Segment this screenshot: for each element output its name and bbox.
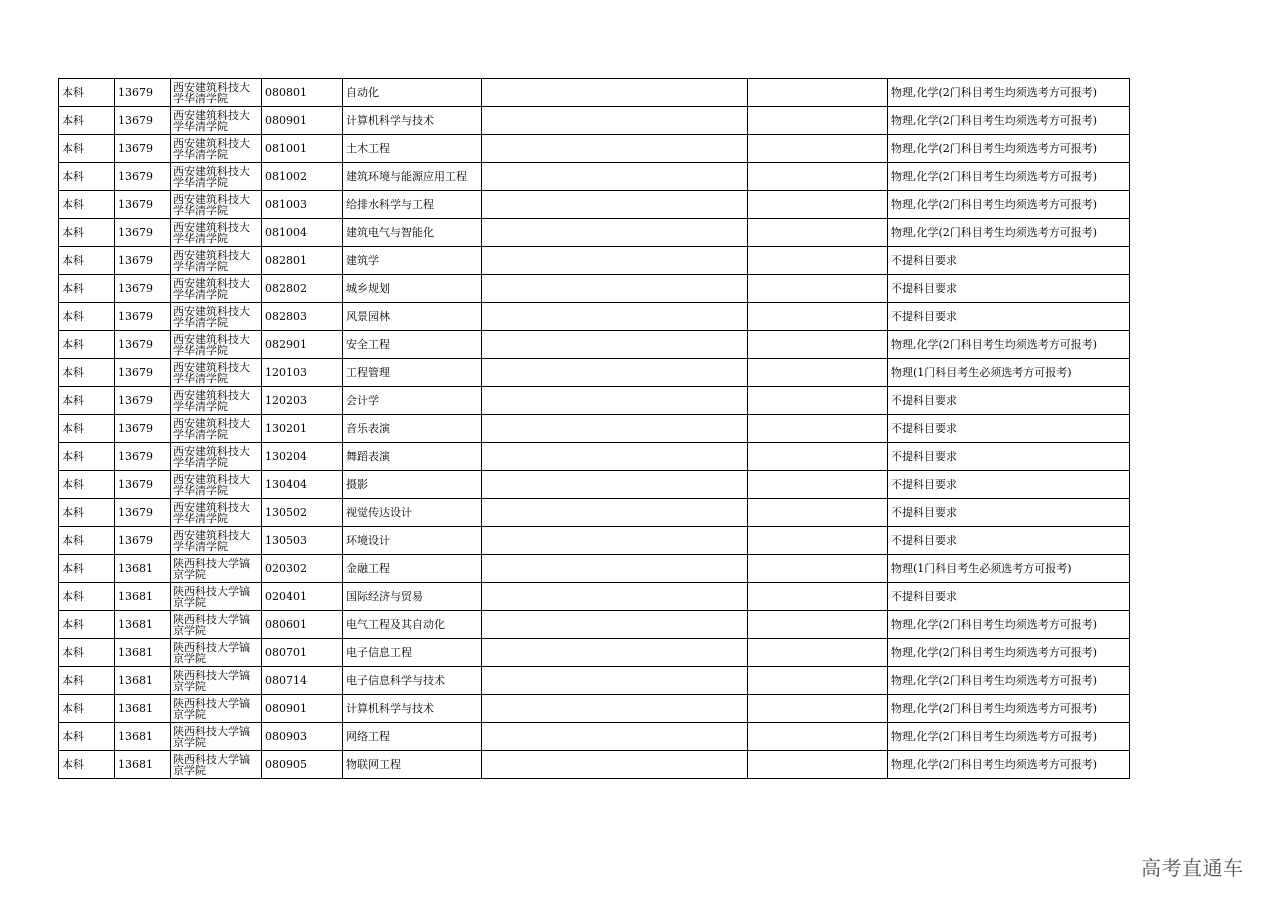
major-name-cell: 建筑电气与智能化 bbox=[343, 219, 482, 247]
level-cell: 本科 bbox=[59, 751, 115, 779]
table-row bbox=[59, 415, 1130, 443]
school-name-cell: 西安建筑科技大学华清学院 bbox=[171, 387, 262, 415]
major-name-cell: 工程管理 bbox=[343, 359, 482, 387]
school-code-cell: 13679 bbox=[115, 303, 171, 331]
subject-requirement-cell: 物理(1门科目考生必须选考方可报考) bbox=[888, 359, 1130, 387]
empty-cell-6 bbox=[482, 107, 748, 135]
table-row bbox=[59, 359, 1130, 387]
level-cell: 本科 bbox=[59, 359, 115, 387]
level-cell: 本科 bbox=[59, 471, 115, 499]
level-cell: 本科 bbox=[59, 415, 115, 443]
major-name-cell: 环境设计 bbox=[343, 527, 482, 555]
school-code-cell: 13679 bbox=[115, 387, 171, 415]
empty-cell-7 bbox=[748, 331, 888, 359]
table-row bbox=[59, 695, 1130, 723]
school-name-cell: 陕西科技大学镐京学院 bbox=[171, 695, 262, 723]
major-code-cell: 080601 bbox=[262, 611, 343, 639]
empty-cell-7 bbox=[748, 499, 888, 527]
school-code-cell: 13679 bbox=[115, 471, 171, 499]
subject-requirement-cell: 物理,化学(2门科目考生均须选考方可报考) bbox=[888, 191, 1130, 219]
major-code-cell: 130502 bbox=[262, 499, 343, 527]
major-name-cell: 自动化 bbox=[343, 79, 482, 107]
major-name-cell: 建筑环境与能源应用工程 bbox=[343, 163, 482, 191]
school-name-cell: 西安建筑科技大学华清学院 bbox=[171, 359, 262, 387]
major-code-cell: 081003 bbox=[262, 191, 343, 219]
major-name-cell: 电气工程及其自动化 bbox=[343, 611, 482, 639]
empty-cell-7 bbox=[748, 163, 888, 191]
table-body bbox=[59, 79, 1130, 779]
table-row bbox=[59, 583, 1130, 611]
school-name-cell: 西安建筑科技大学华清学院 bbox=[171, 135, 262, 163]
subject-requirement-cell: 不提科目要求 bbox=[888, 583, 1130, 611]
empty-cell-7 bbox=[748, 107, 888, 135]
empty-cell-7 bbox=[748, 639, 888, 667]
major-code-cell: 130201 bbox=[262, 415, 343, 443]
empty-cell-6 bbox=[482, 247, 748, 275]
school-name-cell: 陕西科技大学镐京学院 bbox=[171, 751, 262, 779]
school-code-cell: 13679 bbox=[115, 275, 171, 303]
level-cell: 本科 bbox=[59, 499, 115, 527]
empty-cell-6 bbox=[482, 471, 748, 499]
subject-requirement-cell: 物理,化学(2门科目考生均须选考方可报考) bbox=[888, 639, 1130, 667]
table-row bbox=[59, 499, 1130, 527]
empty-cell-7 bbox=[748, 247, 888, 275]
school-code-cell: 13679 bbox=[115, 527, 171, 555]
major-code-cell: 080901 bbox=[262, 107, 343, 135]
table-row bbox=[59, 107, 1130, 135]
empty-cell-6 bbox=[482, 527, 748, 555]
subject-requirement-cell: 物理,化学(2门科目考生均须选考方可报考) bbox=[888, 751, 1130, 779]
empty-cell-6 bbox=[482, 359, 748, 387]
major-code-cell: 020401 bbox=[262, 583, 343, 611]
table-row bbox=[59, 751, 1130, 779]
table-row bbox=[59, 163, 1130, 191]
school-name-cell: 陕西科技大学镐京学院 bbox=[171, 583, 262, 611]
school-code-cell: 13679 bbox=[115, 191, 171, 219]
school-name-cell: 陕西科技大学镐京学院 bbox=[171, 639, 262, 667]
level-cell: 本科 bbox=[59, 639, 115, 667]
empty-cell-7 bbox=[748, 275, 888, 303]
empty-cell-6 bbox=[482, 415, 748, 443]
table-row bbox=[59, 611, 1130, 639]
school-name-cell: 西安建筑科技大学华清学院 bbox=[171, 415, 262, 443]
school-code-cell: 13681 bbox=[115, 751, 171, 779]
major-name-cell: 音乐表演 bbox=[343, 415, 482, 443]
school-name-cell: 西安建筑科技大学华清学院 bbox=[171, 527, 262, 555]
major-name-cell: 摄影 bbox=[343, 471, 482, 499]
school-name-cell: 西安建筑科技大学华清学院 bbox=[171, 247, 262, 275]
empty-cell-6 bbox=[482, 611, 748, 639]
empty-cell-7 bbox=[748, 191, 888, 219]
subject-requirement-cell: 物理,化学(2门科目考生均须选考方可报考) bbox=[888, 107, 1130, 135]
school-code-cell: 13681 bbox=[115, 583, 171, 611]
subject-requirement-cell: 不提科目要求 bbox=[888, 471, 1130, 499]
level-cell: 本科 bbox=[59, 79, 115, 107]
level-cell: 本科 bbox=[59, 247, 115, 275]
table-row bbox=[59, 527, 1130, 555]
table-row bbox=[59, 135, 1130, 163]
level-cell: 本科 bbox=[59, 303, 115, 331]
school-name-cell: 西安建筑科技大学华清学院 bbox=[171, 191, 262, 219]
subject-requirement-cell: 物理(1门科目考生必须选考方可报考) bbox=[888, 555, 1130, 583]
school-name-cell: 西安建筑科技大学华清学院 bbox=[171, 219, 262, 247]
school-code-cell: 13681 bbox=[115, 723, 171, 751]
empty-cell-6 bbox=[482, 331, 748, 359]
subject-requirement-cell: 不提科目要求 bbox=[888, 527, 1130, 555]
subject-requirement-cell: 物理,化学(2门科目考生均须选考方可报考) bbox=[888, 331, 1130, 359]
school-name-cell: 西安建筑科技大学华清学院 bbox=[171, 443, 262, 471]
empty-cell-7 bbox=[748, 415, 888, 443]
empty-cell-7 bbox=[748, 387, 888, 415]
school-code-cell: 13681 bbox=[115, 695, 171, 723]
level-cell: 本科 bbox=[59, 443, 115, 471]
major-name-cell: 风景园林 bbox=[343, 303, 482, 331]
table-row bbox=[59, 555, 1130, 583]
subject-requirement-cell: 物理,化学(2门科目考生均须选考方可报考) bbox=[888, 219, 1130, 247]
school-name-cell: 陕西科技大学镐京学院 bbox=[171, 611, 262, 639]
level-cell: 本科 bbox=[59, 275, 115, 303]
school-code-cell: 13679 bbox=[115, 107, 171, 135]
empty-cell-7 bbox=[748, 219, 888, 247]
major-name-cell: 城乡规划 bbox=[343, 275, 482, 303]
empty-cell-7 bbox=[748, 135, 888, 163]
table-row bbox=[59, 303, 1130, 331]
major-code-cell: 080903 bbox=[262, 723, 343, 751]
major-name-cell: 土木工程 bbox=[343, 135, 482, 163]
school-code-cell: 13679 bbox=[115, 443, 171, 471]
school-name-cell: 西安建筑科技大学华清学院 bbox=[171, 499, 262, 527]
major-code-cell: 020302 bbox=[262, 555, 343, 583]
major-code-cell: 080905 bbox=[262, 751, 343, 779]
empty-cell-7 bbox=[748, 527, 888, 555]
major-code-cell: 120203 bbox=[262, 387, 343, 415]
empty-cell-7 bbox=[748, 611, 888, 639]
major-code-cell: 081004 bbox=[262, 219, 343, 247]
empty-cell-6 bbox=[482, 723, 748, 751]
empty-cell-6 bbox=[482, 275, 748, 303]
school-name-cell: 陕西科技大学镐京学院 bbox=[171, 667, 262, 695]
major-name-cell: 视觉传达设计 bbox=[343, 499, 482, 527]
empty-cell-6 bbox=[482, 191, 748, 219]
school-code-cell: 13681 bbox=[115, 667, 171, 695]
major-code-cell: 082802 bbox=[262, 275, 343, 303]
major-name-cell: 安全工程 bbox=[343, 331, 482, 359]
major-code-cell: 130404 bbox=[262, 471, 343, 499]
level-cell: 本科 bbox=[59, 555, 115, 583]
subject-requirement-cell: 物理,化学(2门科目考生均须选考方可报考) bbox=[888, 611, 1130, 639]
table-row bbox=[59, 191, 1130, 219]
major-name-cell: 舞蹈表演 bbox=[343, 443, 482, 471]
major-name-cell: 给排水科学与工程 bbox=[343, 191, 482, 219]
table-row bbox=[59, 443, 1130, 471]
table-row bbox=[59, 219, 1130, 247]
school-code-cell: 13679 bbox=[115, 331, 171, 359]
major-name-cell: 物联网工程 bbox=[343, 751, 482, 779]
major-name-cell: 网络工程 bbox=[343, 723, 482, 751]
empty-cell-7 bbox=[748, 443, 888, 471]
school-code-cell: 13679 bbox=[115, 219, 171, 247]
school-code-cell: 13681 bbox=[115, 555, 171, 583]
school-name-cell: 西安建筑科技大学华清学院 bbox=[171, 471, 262, 499]
major-code-cell: 082801 bbox=[262, 247, 343, 275]
subject-requirement-cell: 不提科目要求 bbox=[888, 303, 1130, 331]
level-cell: 本科 bbox=[59, 331, 115, 359]
school-code-cell: 13679 bbox=[115, 499, 171, 527]
level-cell: 本科 bbox=[59, 387, 115, 415]
table-row bbox=[59, 387, 1130, 415]
school-name-cell: 西安建筑科技大学华清学院 bbox=[171, 79, 262, 107]
subject-requirement-cell: 物理,化学(2门科目考生均须选考方可报考) bbox=[888, 135, 1130, 163]
school-code-cell: 13681 bbox=[115, 611, 171, 639]
empty-cell-7 bbox=[748, 79, 888, 107]
subject-requirement-cell: 不提科目要求 bbox=[888, 275, 1130, 303]
level-cell: 本科 bbox=[59, 163, 115, 191]
major-code-cell: 082901 bbox=[262, 331, 343, 359]
major-code-cell: 120103 bbox=[262, 359, 343, 387]
empty-cell-7 bbox=[748, 555, 888, 583]
level-cell: 本科 bbox=[59, 583, 115, 611]
empty-cell-7 bbox=[748, 695, 888, 723]
major-name-cell: 国际经济与贸易 bbox=[343, 583, 482, 611]
major-requirements-table bbox=[58, 78, 1130, 779]
empty-cell-6 bbox=[482, 751, 748, 779]
subject-requirement-cell: 物理,化学(2门科目考生均须选考方可报考) bbox=[888, 723, 1130, 751]
empty-cell-6 bbox=[482, 695, 748, 723]
empty-cell-6 bbox=[482, 443, 748, 471]
level-cell: 本科 bbox=[59, 667, 115, 695]
major-name-cell: 计算机科学与技术 bbox=[343, 107, 482, 135]
level-cell: 本科 bbox=[59, 723, 115, 751]
subject-requirement-cell: 不提科目要求 bbox=[888, 443, 1130, 471]
major-code-cell: 081001 bbox=[262, 135, 343, 163]
school-name-cell: 陕西科技大学镐京学院 bbox=[171, 723, 262, 751]
empty-cell-7 bbox=[748, 667, 888, 695]
empty-cell-7 bbox=[748, 751, 888, 779]
empty-cell-6 bbox=[482, 583, 748, 611]
level-cell: 本科 bbox=[59, 191, 115, 219]
school-code-cell: 13679 bbox=[115, 79, 171, 107]
table-row bbox=[59, 471, 1130, 499]
level-cell: 本科 bbox=[59, 219, 115, 247]
major-code-cell: 080701 bbox=[262, 639, 343, 667]
empty-cell-7 bbox=[748, 303, 888, 331]
watermark-text: 高考直通车 bbox=[1141, 856, 1244, 880]
level-cell: 本科 bbox=[59, 135, 115, 163]
empty-cell-6 bbox=[482, 79, 748, 107]
table-row bbox=[59, 275, 1130, 303]
empty-cell-6 bbox=[482, 387, 748, 415]
major-code-cell: 080801 bbox=[262, 79, 343, 107]
empty-cell-6 bbox=[482, 555, 748, 583]
empty-cell-6 bbox=[482, 303, 748, 331]
empty-cell-7 bbox=[748, 583, 888, 611]
empty-cell-7 bbox=[748, 359, 888, 387]
subject-requirement-cell: 物理,化学(2门科目考生均须选考方可报考) bbox=[888, 79, 1130, 107]
table-row bbox=[59, 331, 1130, 359]
subject-requirement-cell: 不提科目要求 bbox=[888, 415, 1130, 443]
school-name-cell: 西安建筑科技大学华清学院 bbox=[171, 303, 262, 331]
table-row bbox=[59, 639, 1130, 667]
empty-cell-6 bbox=[482, 667, 748, 695]
major-code-cell: 082803 bbox=[262, 303, 343, 331]
empty-cell-6 bbox=[482, 499, 748, 527]
subject-requirement-cell: 不提科目要求 bbox=[888, 499, 1130, 527]
empty-cell-6 bbox=[482, 135, 748, 163]
school-code-cell: 13679 bbox=[115, 163, 171, 191]
major-code-cell: 080901 bbox=[262, 695, 343, 723]
major-name-cell: 建筑学 bbox=[343, 247, 482, 275]
empty-cell-6 bbox=[482, 639, 748, 667]
school-name-cell: 西安建筑科技大学华清学院 bbox=[171, 163, 262, 191]
school-code-cell: 13679 bbox=[115, 135, 171, 163]
empty-cell-7 bbox=[748, 723, 888, 751]
table-row bbox=[59, 723, 1130, 751]
major-code-cell: 130503 bbox=[262, 527, 343, 555]
subject-requirement-cell: 物理,化学(2门科目考生均须选考方可报考) bbox=[888, 695, 1130, 723]
empty-cell-7 bbox=[748, 471, 888, 499]
major-name-cell: 电子信息科学与技术 bbox=[343, 667, 482, 695]
major-name-cell: 计算机科学与技术 bbox=[343, 695, 482, 723]
subject-requirement-cell: 不提科目要求 bbox=[888, 387, 1130, 415]
table-row bbox=[59, 247, 1130, 275]
major-code-cell: 080714 bbox=[262, 667, 343, 695]
subject-requirement-cell: 物理,化学(2门科目考生均须选考方可报考) bbox=[888, 163, 1130, 191]
subject-requirement-cell: 物理,化学(2门科目考生均须选考方可报考) bbox=[888, 667, 1130, 695]
major-name-cell: 电子信息工程 bbox=[343, 639, 482, 667]
table-row bbox=[59, 79, 1130, 107]
school-name-cell: 西安建筑科技大学华清学院 bbox=[171, 331, 262, 359]
level-cell: 本科 bbox=[59, 695, 115, 723]
school-name-cell: 西安建筑科技大学华清学院 bbox=[171, 275, 262, 303]
empty-cell-6 bbox=[482, 219, 748, 247]
major-name-cell: 会计学 bbox=[343, 387, 482, 415]
school-code-cell: 13679 bbox=[115, 415, 171, 443]
school-code-cell: 13679 bbox=[115, 247, 171, 275]
major-name-cell: 金融工程 bbox=[343, 555, 482, 583]
school-name-cell: 陕西科技大学镐京学院 bbox=[171, 555, 262, 583]
school-name-cell: 西安建筑科技大学华清学院 bbox=[171, 107, 262, 135]
school-code-cell: 13681 bbox=[115, 639, 171, 667]
subject-requirement-cell: 不提科目要求 bbox=[888, 247, 1130, 275]
level-cell: 本科 bbox=[59, 527, 115, 555]
table-row bbox=[59, 667, 1130, 695]
empty-cell-6 bbox=[482, 163, 748, 191]
school-code-cell: 13679 bbox=[115, 359, 171, 387]
major-code-cell: 130204 bbox=[262, 443, 343, 471]
level-cell: 本科 bbox=[59, 107, 115, 135]
level-cell: 本科 bbox=[59, 611, 115, 639]
major-code-cell: 081002 bbox=[262, 163, 343, 191]
